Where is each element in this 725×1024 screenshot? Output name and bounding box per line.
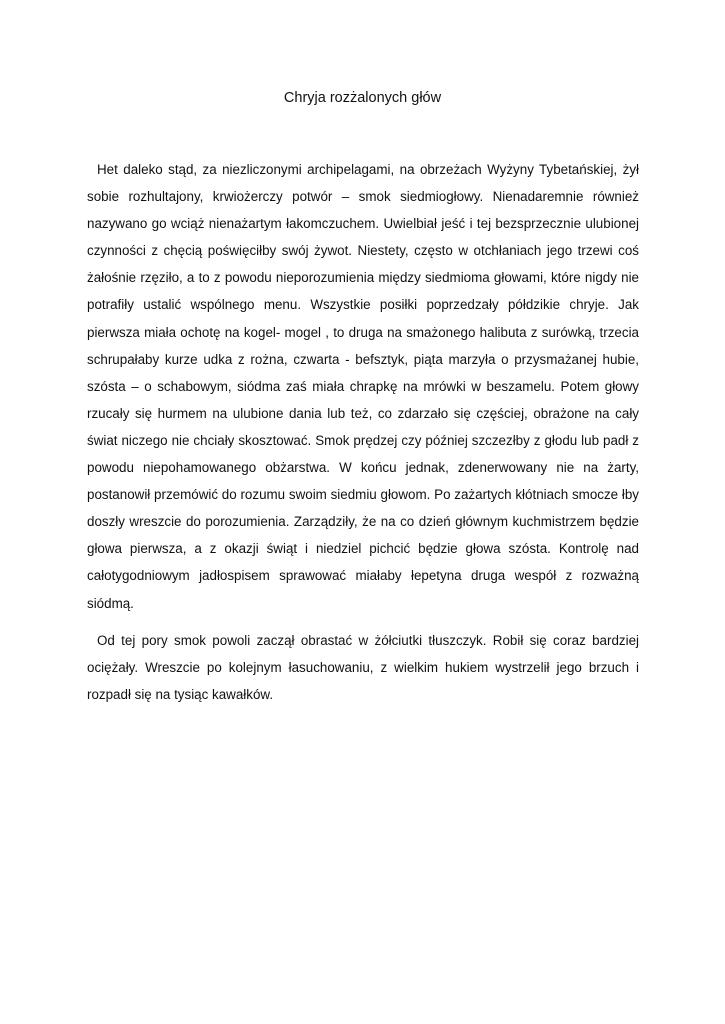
document-title: Chryja rozżalonych głów bbox=[283, 90, 442, 106]
document-body bbox=[87, 156, 639, 708]
paragraph-2: Od tej pory smok powoli zaczął obrastać w żółciutki tłuszczyk. Robił się coraz bardziej ociężały. Wreszcie po kolejnym łasuchowaniu, z wielkim hukiem wystrzelił jego brzuch i rozpadł się na tysiąc kawałków. bbox=[87, 632, 639, 702]
paragraph-1: Het daleko stąd, za niezliczonymi archipelagami, na obrzeżach Wyżyny Tybetańskiej, żył sobie rozhultajony, krwiożerczy potwór – smok siedmiogłowy. Nienadaremnie również nazywano go wciąż nienażartym łakomczuchem. Uwielbiał jeść i tej bezsprzecznie ulubionej czynności z chęcią poświęciłby swój żywot. Niestety, często w otchłaniach jego trzewi coś żałośnie rzęziło, a to z powodu nieporozumienia między siedmioma głowami, które nigdy nie potrafiły ustalić wspólnego menu. Wszystkie posiłki poprzedzały półdzikie chryje. Jak pierwsza miała ochotę na kogel- mogel , to druga na smażonego halibuta z surówką, trzecia schrupałaby kurze udka z rożna, czwarta - befsztyk, piąta marzyła o przysmażanej hubie, szósta – o schabowym, siódma zaś miała chrapkę na mrówki w beszamelu. Potem głowy rzucały się hurmem na ulubione dania lub też, co zdarzało się częściej, obrażone na cały świat niczego nie chciały skosztować. Smok prędzej czy później szczezłby z głodu lub padł z powodu niepohamowanego obżarstwa. W końcu jednak, zdenerwowany nie na żarty, postanowił przemówić do rozumu swoim siedmiu głowom. Po zażartych kłótniach smocze łby doszły wreszcie do porozumienia. Zarządziły, że na co dzień głównym kuchmistrzem będzie głowa pierwsza, a z okazji świąt i niedziel pichcić będzie głowa szósta. Kontrolę nad całotygodniowym jadłospisem sprawować miałaby łepetyna druga wespół z rozważną siódmą. bbox=[87, 162, 639, 611]
